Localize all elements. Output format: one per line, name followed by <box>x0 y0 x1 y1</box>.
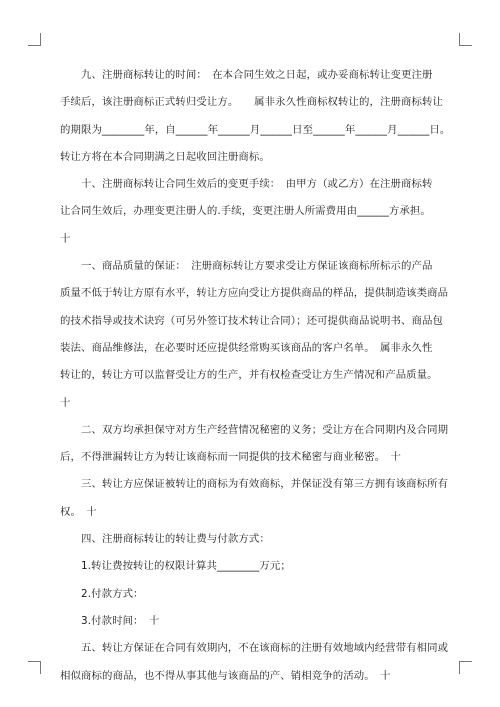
text-line: 的技术指导或技术诀窍（可另外签订技术转让合同）；还可提供商品说明书、商品包 <box>60 314 443 327</box>
text-line: 2.付款方式： <box>60 587 144 600</box>
text-line: 九、注册商标转让的时间： 在本合同生效之日起，或办妥商标转让变更注册 <box>60 69 433 81</box>
page-corner-mark-bottom-left <box>28 661 41 674</box>
text-line: 转让方将在本合同期满之日起收回注册商标。 <box>60 150 270 163</box>
text-line: 质量不低于转让方原有水平，转让方应向受让方提供商品的样品，提供制造该类商品 <box>60 287 449 300</box>
document-body <box>60 62 451 690</box>
text-line: 权。 十 <box>60 505 97 518</box>
text-line: 1.转让费按转让的权限计算共________万元； <box>60 560 291 573</box>
page-corner-mark-top-right <box>459 33 472 46</box>
text-line: 二、双方均承担保守对方生产经营情况秘密的义务；受让方在合同期内及合同期 <box>60 423 449 436</box>
text-line: 三、转让方应保证被转让的商标为有效商标，并保证没有第三方拥有该商标所有 <box>60 478 449 491</box>
text-line: 后，不得泄漏转让方为转让该商标而一同提供的技术秘密与商业秘密。 十 <box>60 451 401 464</box>
text-line: 3.付款时间： 十 <box>60 614 160 627</box>
text-line: 一、商品质量的保证： 注册商标转让方要求受让方保证该商标所标示的产品 <box>60 260 433 273</box>
text-line: 五、转让方保证在合同有效期内，不在该商标的注册有效地域内经营带有相同或 <box>60 642 449 655</box>
text-line: 十 <box>60 232 71 245</box>
text-line: 的期限为________年，自______年______月______日至______年______月______日。 <box>60 123 451 136</box>
text-line: 相似商标的商品，也不得从事其他与该商品的产、销相竞争的活动。 十 <box>60 669 391 682</box>
text-line: 四、注册商标转让的转让费与付款方式： <box>60 533 270 546</box>
text-line: 让合同生效后，办理变更注册人的.手续，变更注册人所需费用由______方承担。 <box>60 205 431 218</box>
text-line: 十 <box>60 396 71 409</box>
page-corner-mark-bottom-right <box>459 661 472 674</box>
text-line: 手续后，该注册商标正式转归受让方。 属非永久性商标权转让的，注册商标转让 <box>60 96 443 109</box>
text-line: 装法、商品维修法，在必要时还应提供经常购买该商品的客户名单。 属非永久性 <box>60 341 433 354</box>
text-line: 十、注册商标转让合同生效后的变更手续： 由甲方（或乙方）在注册商标转 <box>60 178 433 191</box>
page-corner-mark-top-left <box>28 33 41 46</box>
text-line: 转让的，转让方可以监督受让方的生产，并有权检查受让方生产情况和产品质量。 <box>60 369 438 382</box>
